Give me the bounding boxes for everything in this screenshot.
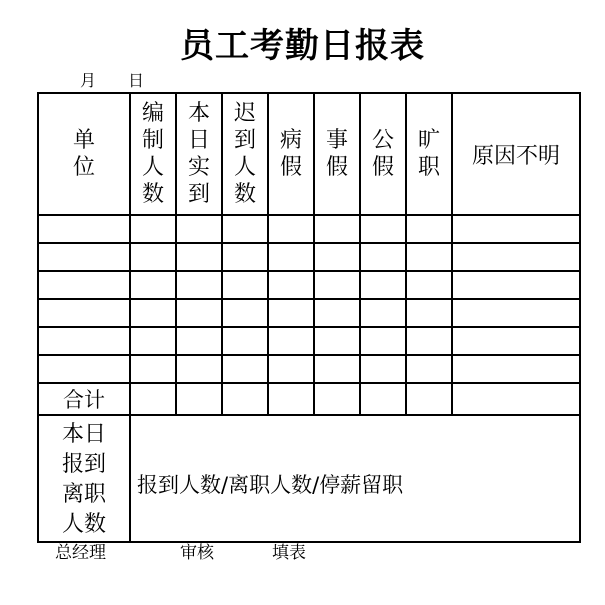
table-cell[interactable]	[268, 327, 314, 355]
table-cell[interactable]	[38, 299, 130, 327]
table-cell[interactable]	[452, 271, 580, 299]
table-cell[interactable]	[452, 243, 580, 271]
table-cell[interactable]	[406, 299, 452, 327]
signature-general-manager: 总经理	[55, 543, 106, 563]
header-absent: 旷 职	[406, 93, 452, 215]
table-cell[interactable]	[222, 327, 268, 355]
table-cell[interactable]	[222, 383, 268, 415]
table-cell[interactable]	[268, 299, 314, 327]
table-cell[interactable]	[406, 215, 452, 243]
table-row	[38, 299, 580, 327]
table-cell[interactable]	[406, 243, 452, 271]
table-cell[interactable]	[176, 243, 222, 271]
table-cell[interactable]	[360, 271, 406, 299]
header-present: 本 日 实 到	[176, 93, 222, 215]
daily-report-row	[38, 415, 580, 542]
table-cell[interactable]	[268, 243, 314, 271]
table-cell[interactable]	[314, 327, 360, 355]
table-cell[interactable]	[314, 243, 360, 271]
header-unexplained: 原因不明	[452, 93, 580, 215]
attendance-table	[37, 92, 581, 543]
table-cell[interactable]	[130, 271, 176, 299]
table-cell[interactable]	[268, 383, 314, 415]
header-official-leave: 公 假	[360, 93, 406, 215]
table-cell[interactable]	[268, 355, 314, 383]
table-cell[interactable]	[360, 215, 406, 243]
table-row	[38, 271, 580, 299]
table-cell[interactable]	[130, 215, 176, 243]
page-title: 员工考勤日报表	[180, 26, 425, 66]
table-cell[interactable]	[452, 355, 580, 383]
header-late: 迟 到 人 数	[222, 93, 268, 215]
table-cell[interactable]	[176, 215, 222, 243]
table-cell[interactable]	[176, 383, 222, 415]
table-row	[38, 355, 580, 383]
table-cell[interactable]	[360, 383, 406, 415]
table-cell[interactable]	[38, 355, 130, 383]
table-cell[interactable]	[452, 327, 580, 355]
table-cell[interactable]	[360, 243, 406, 271]
table-cell[interactable]	[268, 215, 314, 243]
table-cell[interactable]	[176, 271, 222, 299]
table-cell[interactable]	[452, 215, 580, 243]
daily-report-label: 本日 报到 离职 人数	[38, 415, 130, 542]
table-cell[interactable]	[222, 271, 268, 299]
table-cell[interactable]	[176, 355, 222, 383]
table-cell[interactable]	[452, 383, 580, 415]
table-cell[interactable]	[360, 327, 406, 355]
table-cell[interactable]	[452, 299, 580, 327]
signature-reviewer: 审核	[180, 543, 214, 563]
table-cell[interactable]	[222, 299, 268, 327]
table-row	[38, 215, 580, 243]
day-label: 日	[128, 71, 145, 90]
table-cell[interactable]	[406, 383, 452, 415]
table-cell[interactable]	[406, 271, 452, 299]
header-sick-leave: 病 假	[268, 93, 314, 215]
table-cell[interactable]	[360, 355, 406, 383]
month-label: 月	[80, 71, 97, 90]
table-cell[interactable]	[130, 383, 176, 415]
table-cell[interactable]	[38, 271, 130, 299]
table-cell[interactable]	[222, 243, 268, 271]
table-cell[interactable]	[360, 299, 406, 327]
header-personal-leave: 事 假	[314, 93, 360, 215]
table-cell[interactable]	[222, 215, 268, 243]
total-row	[38, 383, 580, 415]
table-cell[interactable]	[406, 355, 452, 383]
table-cell[interactable]	[314, 271, 360, 299]
table-cell[interactable]	[222, 355, 268, 383]
header-unit: 单 位	[38, 93, 130, 215]
table-cell[interactable]	[268, 271, 314, 299]
table-cell[interactable]	[130, 355, 176, 383]
table-cell[interactable]	[130, 243, 176, 271]
daily-report-text[interactable]: 报到人数/离职人数/停薪留职	[130, 415, 580, 542]
table-cell[interactable]	[38, 243, 130, 271]
table-cell[interactable]	[130, 299, 176, 327]
table-cell[interactable]	[314, 299, 360, 327]
table-cell[interactable]	[314, 215, 360, 243]
table-cell[interactable]	[38, 215, 130, 243]
table-cell[interactable]	[406, 327, 452, 355]
table-cell[interactable]	[130, 327, 176, 355]
signature-preparer: 填表	[272, 543, 306, 563]
header-staffing: 编 制 人 数	[130, 93, 176, 215]
table-row	[38, 327, 580, 355]
table-cell[interactable]	[314, 355, 360, 383]
table-cell[interactable]	[176, 327, 222, 355]
header-row	[38, 93, 580, 215]
total-label: 合计	[38, 383, 130, 415]
table-cell[interactable]	[314, 383, 360, 415]
table-cell[interactable]	[38, 327, 130, 355]
table-cell[interactable]	[176, 299, 222, 327]
table-row	[38, 243, 580, 271]
